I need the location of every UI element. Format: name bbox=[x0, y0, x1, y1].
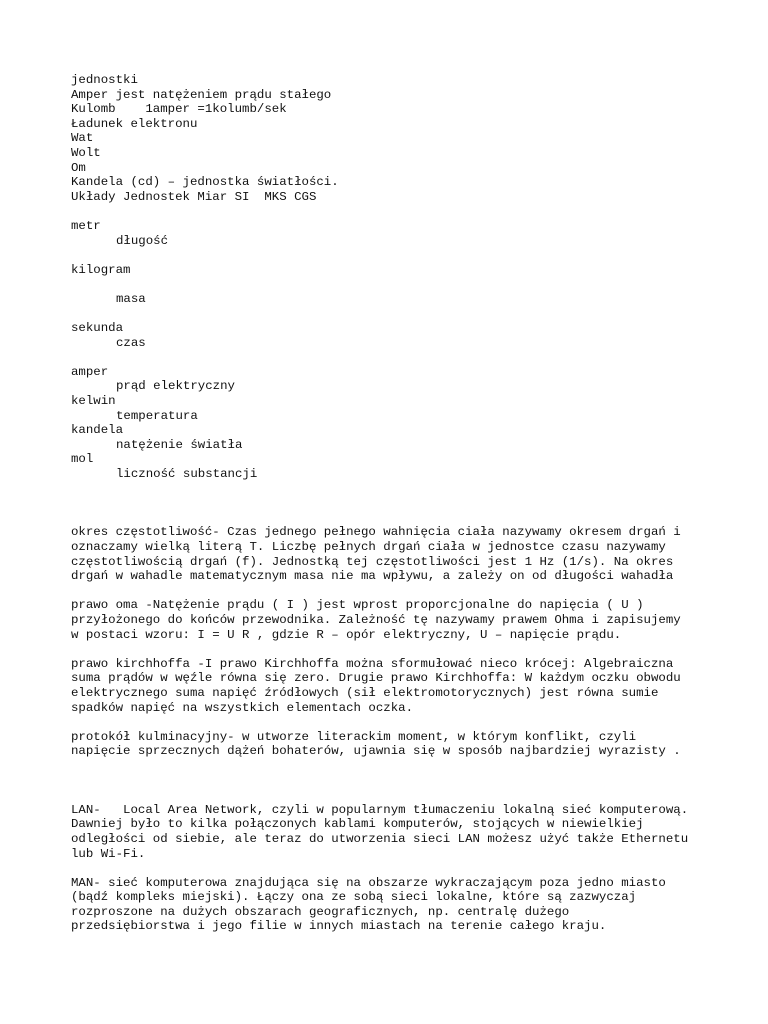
unit-quantity: natężenie światła bbox=[116, 437, 243, 452]
header-line: Ładunek elektronu bbox=[71, 116, 198, 131]
paragraph-line: okres częstotliwość- Czas jednego pełnego wahnięcia ciała nazywamy okresem drgań i bbox=[71, 525, 681, 540]
paragraph-line: drgań w wahadle matematycznym masa nie ma wpływu, a zależy on od długości wahadła bbox=[71, 569, 674, 584]
paragraph-line: w postaci wzoru: I = U R , gdzie R – opór elektryczny, U – napięcie prądu. bbox=[71, 627, 622, 642]
unit-name: kilogram bbox=[71, 262, 131, 277]
paragraph-line: prawo kirchhoffa -I prawo Kirchhoffa można sformułować nieco krócej: Algebraiczna bbox=[71, 656, 674, 671]
header-line: Układy Jednostek Miar SI MKS CGS bbox=[71, 189, 317, 204]
paragraph-line: oznaczamy wielką literą T. Liczbę pełnych drgań ciała w jednostce czasu nazywamy bbox=[71, 540, 666, 555]
paragraph-line: spadków napięć na wszystkich elementach oczka. bbox=[71, 700, 414, 715]
paragraph-lan bbox=[71, 803, 731, 861]
header-block bbox=[71, 73, 731, 204]
unit-quantity: liczność substancji bbox=[116, 467, 258, 482]
si-units-list bbox=[71, 219, 731, 482]
header-line: Wat bbox=[71, 131, 94, 146]
paragraph-protokol bbox=[71, 730, 731, 759]
unit-quantity: temperatura bbox=[116, 408, 198, 423]
paragraph-okres bbox=[71, 525, 731, 583]
paragraph-line: suma prądów w węźle równa się zero. Drugie prawo Kirchhoffa: W każdym oczku obwodu bbox=[71, 671, 681, 686]
unit-quantity: masa bbox=[116, 291, 146, 306]
paragraph-line: protokół kulminacyjny- w utworze literackim moment, w którym konflikt, czyli bbox=[71, 729, 637, 744]
header-line: jednostki bbox=[71, 73, 138, 87]
paragraph-line: MAN- sieć komputerowa znajdująca się na obszarze wykraczającym poza jedno miasto bbox=[71, 875, 666, 890]
unit-name: sekunda bbox=[71, 321, 124, 336]
unit-name: amper bbox=[71, 364, 109, 379]
paragraph-line: rozproszone na dużych obszarach geograficznych, np. centralę dużego bbox=[71, 904, 570, 919]
document-content bbox=[71, 73, 731, 934]
paragraph-line: Dawniej było to kilka połączonych kablami komputerów, stojących w niewielkiej bbox=[71, 817, 644, 832]
paragraph-kirchhoff bbox=[71, 657, 731, 715]
unit-name: kelwin bbox=[71, 394, 116, 409]
paragraph-man bbox=[71, 876, 731, 934]
header-line: Wolt bbox=[71, 145, 101, 160]
paragraph-line: LAN- Local Area Network, czyli w popularnym tłumaczeniu lokalną sieć komputerową. bbox=[71, 802, 689, 817]
paragraph-line: lub Wi-Fi. bbox=[71, 846, 146, 861]
header-line: Kandela (cd) – jednostka światłości. bbox=[71, 175, 339, 190]
unit-name: mol bbox=[71, 452, 94, 467]
paragraph-line: przedsiębiorstwa i jego filie w innych miastach na terenie całego kraju. bbox=[71, 919, 607, 934]
paragraph-line: napięcie sprzecznych dążeń bohaterów, ujawnia się w sposób najbardziej wyrazisty . bbox=[71, 744, 681, 759]
paragraph-line: (bądź kompleks miejski). Łączy ona ze sobą sieci lokalne, które są zazwyczaj bbox=[71, 890, 637, 905]
paragraph-ohm bbox=[71, 598, 731, 642]
header-line: Om bbox=[71, 160, 86, 175]
paragraph-line: prawo oma -Natężenie prądu ( I ) jest wprost proporcjonalne do napięcia ( U ) bbox=[71, 598, 644, 613]
paragraph-line: częstotliwością drgań (f). Jednostką tej częstotliwości jest 1 Hz (1/s). Na okres bbox=[71, 554, 674, 569]
header-line: Amper jest natężeniem prądu stałego bbox=[71, 87, 332, 102]
unit-quantity: prąd elektryczny bbox=[116, 379, 235, 394]
header-line: Kulomb 1amper =1kolumb/sek bbox=[71, 102, 287, 117]
paragraph-line: elektrycznego suma napięć źródłowych (sił elektromotorycznych) jest równa sumie bbox=[71, 685, 659, 700]
paragraph-line: przyłożonego do końców przewodnika. Zależność tę nazywamy prawem Ohma i zapisujemy bbox=[71, 612, 681, 627]
unit-quantity: długość bbox=[116, 233, 169, 248]
unit-name: metr bbox=[71, 218, 101, 233]
unit-quantity: czas bbox=[116, 335, 146, 350]
unit-name: kandela bbox=[71, 423, 124, 438]
paragraph-line: odległości od siebie, ale teraz do utworzenia sieci LAN możesz użyć także Ethernetu bbox=[71, 831, 689, 846]
